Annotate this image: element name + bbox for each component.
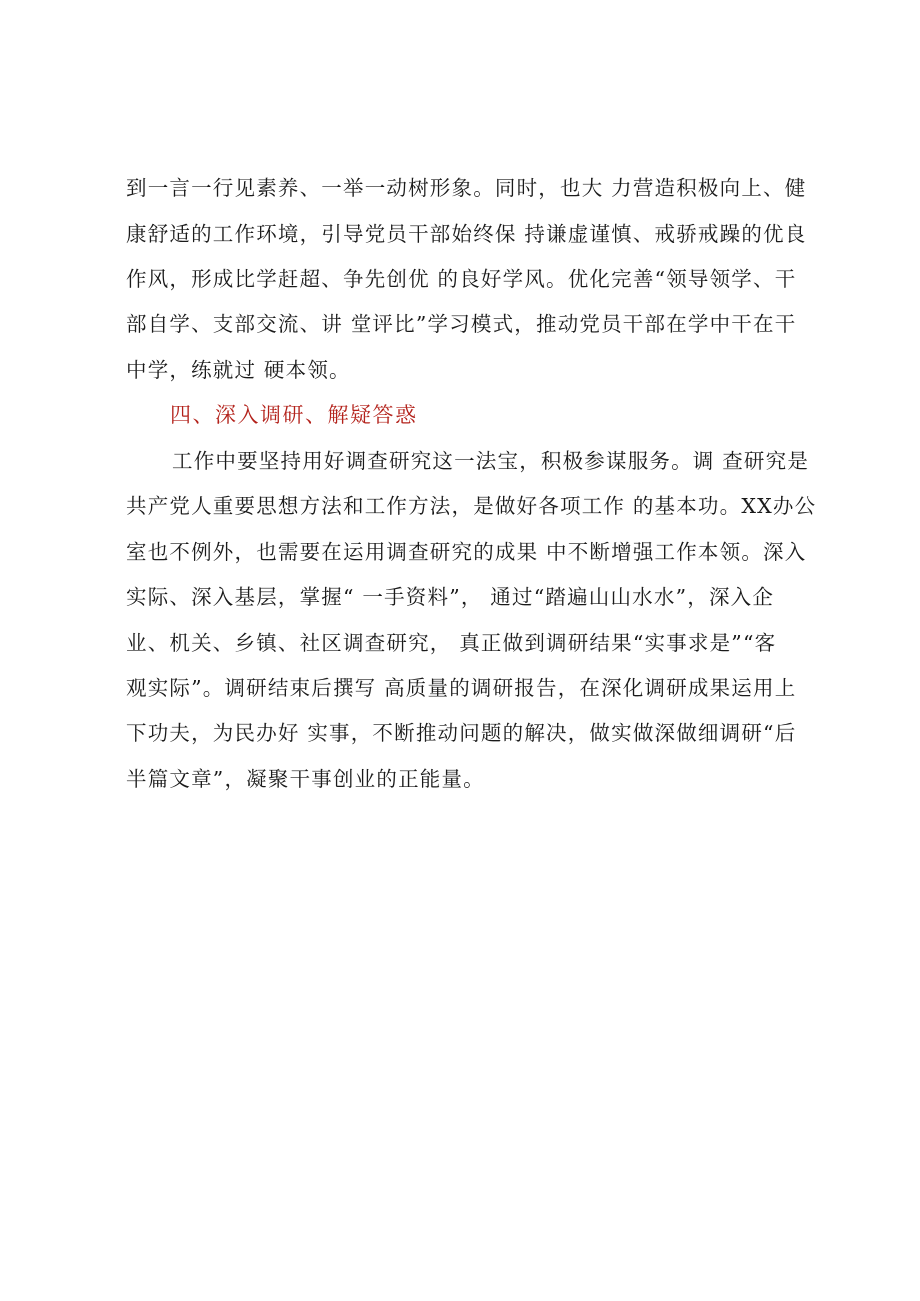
- paragraph-main-line-3: 室也不例外，也需要在运用调查研究的成果 中不断增强工作本领。深入: [126, 540, 807, 564]
- section-heading: 四、深入调研、解疑答惑: [170, 403, 418, 427]
- paragraph-continued-line-4: 部自学、支部交流、讲 堂评比”学习模式，推动党员干部在学中干在干: [126, 312, 797, 336]
- paragraph-main-line-1: 工作中要坚持用好调查研究这一法宝，积极参谋服务。调 查研究是: [172, 449, 810, 473]
- paragraph-continued-line-5: 中学，练就过 硬本领。: [126, 358, 351, 382]
- paragraph-continued-line-2: 康舒适的工作环境，引导党员干部始终保 持谦虚谨慎、戒骄戒躁的优良: [126, 222, 807, 246]
- paragraph-main-line-4: 实际、深入基层，掌握“ 一手资料”， 通过“踏遍山山水水”，深入企: [126, 585, 775, 609]
- paragraph-main-line-6: 观实际”。调研结束后撰写 高质量的调研报告，在深化调研成果运用上: [126, 676, 797, 700]
- paragraph-main-line-5: 业、机关、乡镇、社区调查研究， 真正做到调研结果“实事求是”“客: [126, 631, 777, 655]
- paragraph-main-line-2: 共产党人重要思想方法和工作方法，是做好各项工作 的基本功。XX办公: [126, 494, 817, 518]
- paragraph-continued-line-3: 作风，形成比学赶超、争先创优 的良好学风。优化完善“领导领学、干: [126, 267, 797, 291]
- paragraph-main-line-7: 下功夫，为民办好 实事，不断推动问题的解决，做实做深做细调研“后: [126, 721, 797, 745]
- paragraph-continued-line-1: 到一言一行见素养、一举一动树形象。同时，也大 力营造积极向上、健: [126, 176, 807, 200]
- paragraph-main-line-8: 半篇文章”，凝聚干事创业的正能量。: [126, 767, 485, 791]
